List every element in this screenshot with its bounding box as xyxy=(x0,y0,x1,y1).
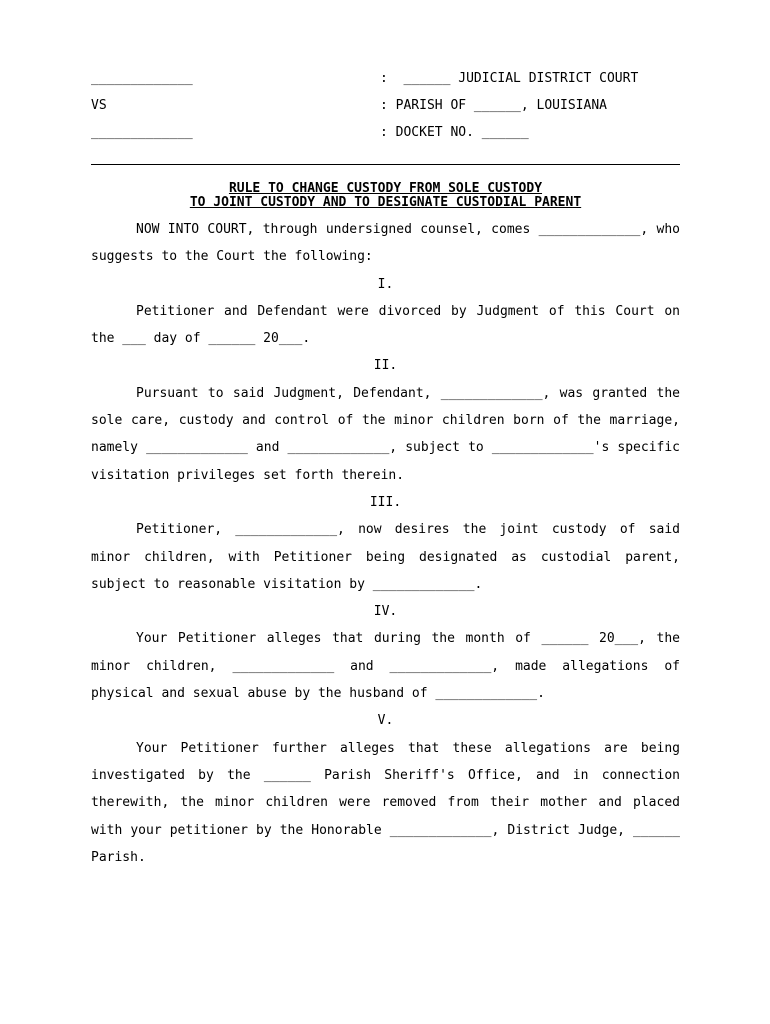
document-title-line-1: RULE TO CHANGE CUSTODY FROM SOLE CUSTODY xyxy=(228,181,543,196)
vs-label: VS xyxy=(91,98,107,113)
section-numeral: IV. xyxy=(373,604,398,620)
court-line: : ______ JUDICIAL DISTRICT COURT xyxy=(380,71,639,86)
caption-row-vs xyxy=(91,98,681,116)
section-paragraph: Your Petitioner further alleges that these allegations are being investigated by the ______ Parish Sheriff's Office, and in connection therewith, the minor children were removed from their mother and placed with your petitioner by the Honorable _____________, District Judge, ______ Parish. xyxy=(91,740,680,865)
caption-row-plaintiff xyxy=(91,71,681,89)
document-body xyxy=(91,216,680,871)
defendant-blank: _____________ xyxy=(91,125,193,140)
caption-divider xyxy=(91,164,680,165)
section-numeral: I. xyxy=(377,276,394,292)
section-numeral: III. xyxy=(369,494,402,510)
plaintiff-blank: _____________ xyxy=(91,71,193,86)
section-paragraph: Petitioner and Defendant were divorced by Judgment of this Court on the ___ day of ______ 20___. xyxy=(91,303,680,347)
section-paragraph: Pursuant to said Judgment, Defendant, _____________, was granted the sole care, custody and control of the minor children born of the marriage, namely _____________ and _____________, subject to _____________'s specific visitation privileges set forth therein. xyxy=(91,385,680,483)
docket-line: : DOCKET NO. ______ xyxy=(380,125,529,140)
section-paragraph: Petitioner, _____________, now desires the joint custody of said minor children, with Petitioner being designated as custodial parent, subject to reasonable visitation by _____________. xyxy=(91,522,680,592)
caption-row-defendant xyxy=(91,125,681,143)
section-numeral: II. xyxy=(373,358,398,374)
intro-paragraph: NOW INTO COURT, through undersigned counsel, comes _____________, who suggests to the Court the following: xyxy=(91,222,680,265)
document-title-line-2: TO JOINT CUSTODY AND TO DESIGNATE CUSTODIAL PARENT xyxy=(189,195,582,210)
section-paragraph: Your Petitioner alleges that during the month of ______ 20___, the minor children, _____________ and _____________, made allegations of physical and sexual abuse by the husband of _____________. xyxy=(91,631,680,702)
section-numeral: V. xyxy=(377,713,394,729)
parish-line: : PARISH OF ______, LOUISIANA xyxy=(380,98,607,113)
